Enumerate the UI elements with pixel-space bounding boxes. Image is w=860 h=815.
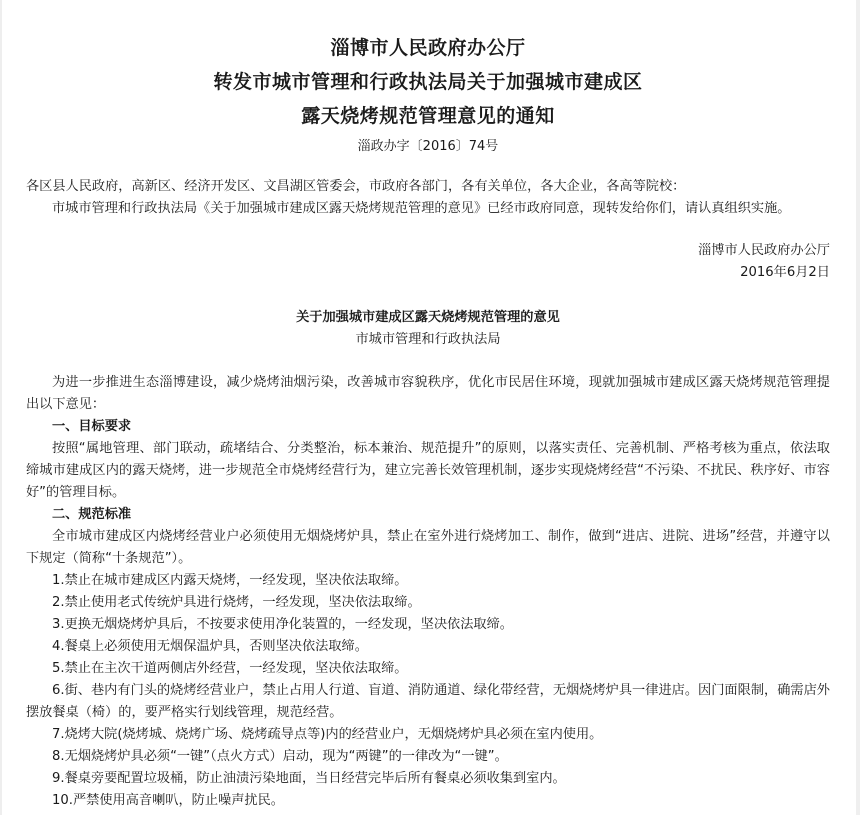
title-line-3: 露天烧烤规范管理意见的通知 bbox=[301, 105, 555, 127]
rule-item: 2.禁止使用老式传统炉具进行烧烤，一经发现，坚决依法取缔。 bbox=[52, 595, 421, 610]
recipients: 各区县人民政府，高新区、经济开发区、文昌湖区管委会，市政府各部门，各有关单位，各大企业，各高等院校： bbox=[26, 179, 686, 194]
rule-item: 4.餐桌上必须使用无烟保温炉具，否则坚决依法取缔。 bbox=[52, 639, 368, 654]
title-line-2: 转发市城市管理和行政执法局关于加强城市建成区 bbox=[213, 71, 643, 93]
rule-item: 3.更换无烟烧烤炉具后，不按要求使用净化装置的，一经发现，坚决依法取缔。 bbox=[52, 617, 513, 632]
section-text-2: 全市城市建成区内烧烤经营业户必须使用无烟烧烤炉具，禁止在室外进行烧烤加工、制作，做到“进店、进院、进场”经营，并遵守以下规定（简称“十条规范”）。 bbox=[26, 529, 830, 566]
section-heading-1: 一、目标要求 bbox=[52, 419, 132, 434]
rule-item: 1.禁止在城市建成区内露天烧烤，一经发现，坚决依法取缔。 bbox=[52, 573, 408, 588]
rule-item: 5.禁止在主次干道两侧店外经营，一经发现，坚决依法取缔。 bbox=[52, 661, 408, 676]
opinion-issuer: 市城市管理和行政执法局 bbox=[355, 332, 501, 347]
rule-item: 8.无烟烧烤炉具必须“一键”（点火方式）启动，现为“两键”的一律改为“一键”。 bbox=[52, 749, 508, 764]
left-edge-strip bbox=[0, 0, 2, 815]
notice-body: 市城市管理和行政执法局《关于加强城市建成区露天烧烤规范管理的意见》已经市政府同意，现转发给你们，请认真组织实施。 bbox=[52, 201, 791, 216]
date: 2016年6月2日 bbox=[740, 265, 830, 280]
document-number: 淄政办字〔2016〕74号 bbox=[357, 139, 499, 154]
title-line-1: 淄博市人民政府办公厅 bbox=[330, 37, 526, 59]
section-text-1: 按照“属地管理、部门联动，疏堵结合、分类整治，标本兼治、规范提升”的原则，以落实责任、完善机制、严格考核为重点，依法取缔城市建成区内的露天烧烤，进一步规范全市烧烤经营行为，建立完善长效管理机制，逐步实现烧烤经营“不污染、不扰民、秩序好、市容好”的管理目标。 bbox=[26, 441, 830, 500]
scrollbar-track[interactable] bbox=[856, 0, 860, 815]
rule-item: 10.严禁使用高音喇叭，防止噪声扰民。 bbox=[52, 793, 284, 808]
signature: 淄博市人民政府办公厅 bbox=[698, 243, 830, 258]
rule-item: 6.街、巷内有门头的烧烤经营业户，禁止占用人行道、盲道、消防通道、绿化带经营，无烟烧烤炉具一律进店。因门面限制，确需店外摆放餐桌（椅）的，要严格实行划线管理，规范经营。 bbox=[26, 683, 830, 720]
section-heading-2: 二、规范标准 bbox=[52, 507, 132, 522]
rule-item: 7.烧烤大院(烧烤城、烧烤广场、烧烤疏导点等)内的经营业户，无烟烧烤炉具必须在室内使用。 bbox=[52, 727, 603, 742]
intro-paragraph: 为进一步推进生态淄博建设，减少烧烤油烟污染，改善城市容貌秩序，优化市民居住环境，现就加强城市建成区露天烧烤规范管理提出以下意见： bbox=[26, 375, 830, 412]
opinion-title: 关于加强城市建成区露天烧烤规范管理的意见 bbox=[296, 310, 560, 325]
rule-item: 9.餐桌旁要配置垃圾桶，防止油渍污染地面，当日经营完毕后所有餐桌必须收集到室内。 bbox=[52, 771, 566, 786]
